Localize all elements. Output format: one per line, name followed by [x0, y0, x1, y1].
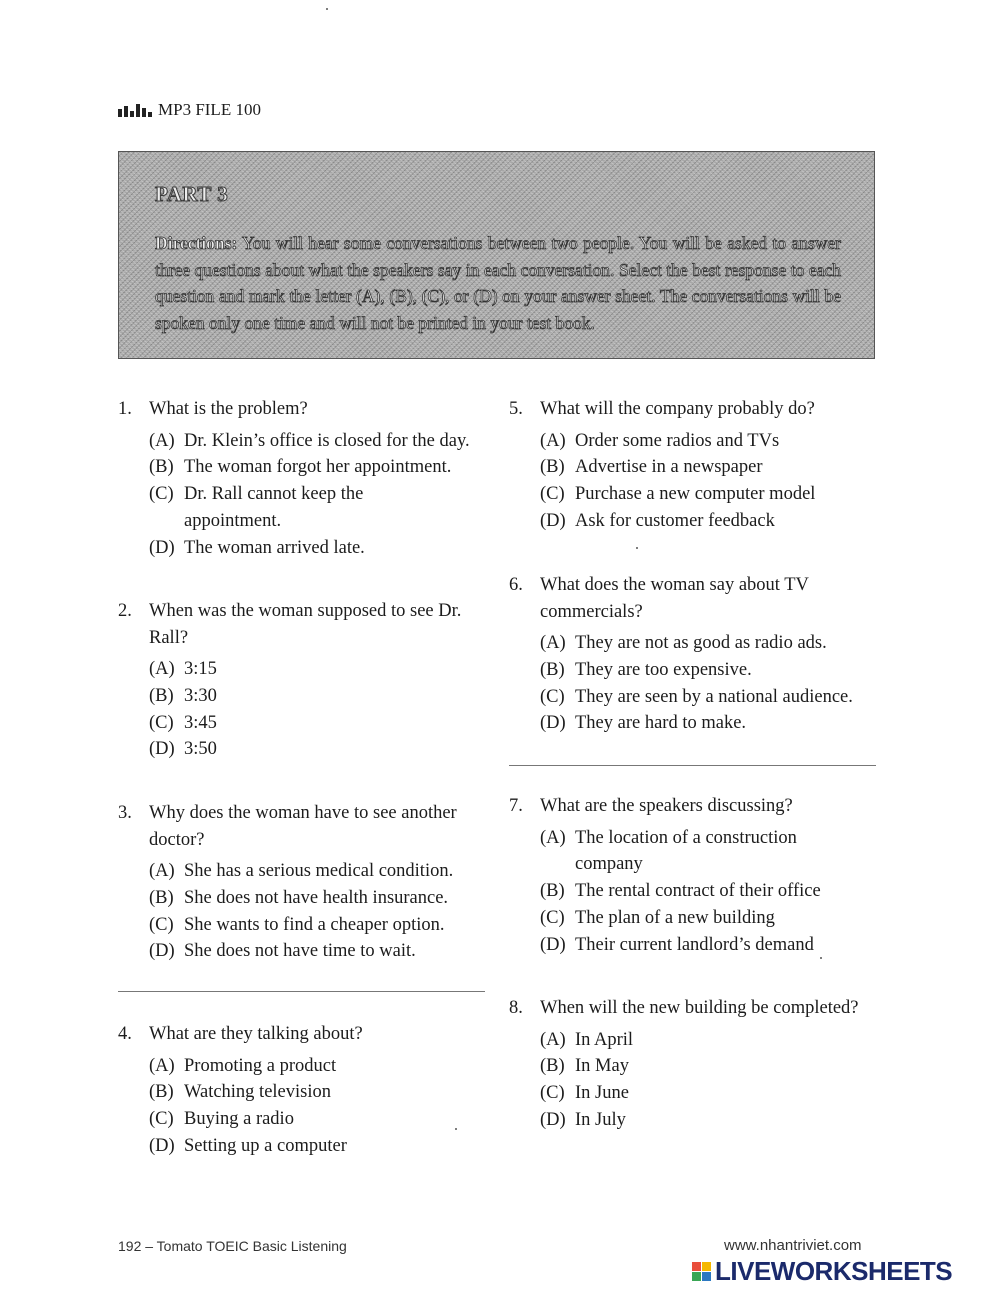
option-text: They are hard to make.: [575, 713, 747, 734]
question-stem: [118, 800, 498, 827]
option-text: 3:50: [184, 739, 217, 760]
question-3: [118, 800, 498, 965]
option-letter: (A): [149, 430, 175, 451]
answer-option[interactable]: [540, 1053, 889, 1080]
option-text: 3:30: [184, 685, 217, 706]
option-letter: [540, 851, 575, 878]
question-stem: [509, 396, 889, 423]
liveworksheets-brand: [692, 1256, 952, 1287]
option-text: Watching television: [184, 1082, 331, 1103]
option-text: The plan of a new building: [575, 907, 775, 928]
option-letter: (B): [149, 457, 174, 478]
option-text: She has a serious medical condition.: [184, 861, 454, 881]
question-6: [509, 572, 889, 737]
option-letter: (B): [540, 659, 565, 680]
option-text: Their current landlord’s demand: [575, 934, 814, 955]
option-text: The location of a construction: [575, 827, 797, 848]
question-stem: [118, 827, 498, 854]
answer-option[interactable]: [149, 481, 498, 508]
scan-speck: [820, 957, 822, 959]
answer-option[interactable]: [540, 710, 889, 737]
answer-option[interactable]: [540, 630, 889, 657]
question-text: commercials?: [540, 601, 643, 622]
option-letter: [149, 508, 184, 535]
option-text: Ask for customer feedback: [575, 510, 775, 531]
option-letter: (C): [149, 1109, 174, 1130]
question-number: [118, 827, 149, 854]
option-text: Buying a radio: [184, 1109, 294, 1130]
answer-option[interactable]: [149, 656, 498, 683]
option-text: They are seen by a national audience.: [575, 686, 853, 707]
option-text: She does not have time to wait.: [184, 941, 416, 962]
question-text: doctor?: [149, 829, 205, 850]
option-text: The woman arrived late.: [184, 537, 365, 558]
answer-option[interactable]: [149, 912, 498, 939]
option-letter: (C): [149, 712, 174, 733]
answer-option[interactable]: [540, 851, 889, 878]
option-text: Advertise in a newspaper: [575, 457, 763, 478]
question-1: [118, 396, 498, 561]
option-text: appointment.: [184, 510, 282, 531]
answer-option[interactable]: [540, 657, 889, 684]
answer-option[interactable]: [149, 508, 498, 535]
option-letter: (C): [149, 914, 174, 935]
answer-option[interactable]: [149, 428, 498, 455]
question-text: What does the woman say about TV: [540, 575, 809, 595]
option-text: They are too expensive.: [575, 659, 752, 680]
option-letter: (C): [540, 686, 565, 707]
option-text: Order some radios and TVs: [575, 430, 780, 451]
question-number: 3.: [118, 803, 132, 823]
mp3-file-text: MP3 FILE 100: [158, 100, 261, 119]
answer-option[interactable]: [149, 683, 498, 710]
option-text: Dr. Rall cannot keep the: [184, 484, 364, 505]
question-stem: [509, 572, 889, 599]
option-text: Promoting a product: [184, 1055, 337, 1076]
question-stem: [509, 793, 889, 820]
option-text: Purchase a new computer model: [575, 484, 816, 505]
question-2: [118, 598, 498, 763]
question-text: What are the speakers discussing?: [540, 796, 793, 816]
question-text: When will the new building be completed?: [540, 998, 859, 1018]
question-number: [118, 625, 149, 652]
option-letter: (D): [540, 1109, 566, 1130]
site-url[interactable]: www.nhantriviet.com: [724, 1237, 862, 1254]
option-letter: (B): [149, 685, 174, 706]
option-letter: (C): [540, 484, 565, 505]
answer-option[interactable]: [149, 454, 498, 481]
option-letter: (B): [149, 887, 174, 908]
option-text: In May: [575, 1056, 629, 1077]
section-divider-right: [509, 765, 876, 766]
option-letter: (A): [540, 430, 566, 451]
option-letter: (D): [540, 510, 566, 531]
liveworksheets-logo-icon: [692, 1262, 711, 1281]
question-stem: [509, 995, 889, 1022]
page-footer: 192 – Tomato TOEIC Basic Listening: [118, 1238, 347, 1254]
question-number: 2.: [118, 601, 132, 621]
option-letter: (A): [540, 1029, 566, 1050]
question-stem: [118, 396, 498, 423]
answer-option[interactable]: [540, 878, 889, 905]
part-title: PART 3: [155, 182, 229, 206]
option-letter: (A): [540, 827, 566, 848]
option-text: She does not have health insurance.: [184, 887, 449, 908]
option-text: In June: [575, 1083, 629, 1104]
option-text: company: [575, 854, 643, 875]
option-letter: (B): [540, 1056, 565, 1077]
option-text: The woman forgot her appointment.: [184, 457, 452, 478]
option-letter: (B): [540, 881, 565, 902]
section-divider-left: [118, 991, 485, 992]
question-stem: [118, 625, 498, 652]
question-7: [509, 793, 889, 958]
brand-name: LIVEWORKSHEETS: [715, 1256, 953, 1286]
option-letter: (B): [149, 1082, 174, 1103]
scan-speck: [636, 547, 638, 549]
answer-option[interactable]: [149, 1133, 498, 1160]
option-text: She wants to find a cheaper option.: [184, 914, 445, 935]
question-stem: [118, 1021, 498, 1048]
question-number: 7.: [509, 796, 523, 816]
answer-option[interactable]: [540, 932, 889, 959]
option-letter: (C): [540, 907, 565, 928]
option-letter: (D): [149, 941, 175, 962]
scan-speck: [455, 1128, 457, 1130]
question-number: 4.: [118, 1024, 132, 1044]
option-text: The rental contract of their office: [575, 881, 821, 902]
option-letter: (D): [540, 934, 566, 955]
directions-label: Directions:: [155, 233, 238, 253]
answer-option[interactable]: [540, 428, 889, 455]
answer-option[interactable]: [149, 858, 498, 885]
answer-option[interactable]: [540, 684, 889, 711]
question-number: 6.: [509, 575, 523, 595]
answer-option[interactable]: [540, 481, 889, 508]
option-text: Dr. Klein’s office is closed for the day.: [184, 430, 470, 451]
answer-option[interactable]: [149, 1106, 498, 1133]
question-text: What is the problem?: [149, 399, 308, 419]
question-text: Rall?: [149, 627, 189, 648]
question-stem: [509, 599, 889, 626]
question-4: [118, 1021, 498, 1160]
directions-banner: [118, 151, 875, 359]
question-number: 8.: [509, 998, 523, 1018]
option-text: Setting up a computer: [184, 1135, 347, 1156]
answer-option[interactable]: [149, 710, 498, 737]
audio-equalizer-icon: [118, 104, 152, 117]
directions-body: You will hear some conversations between two people. You will be asked to answer three questions about what the speakers say in each conversation. Select the best response to each question and mark the letter (A), (B), (C), or (D) on your answer sheet. The conversations will be spoken only one time and will not be printed in your test book.: [155, 233, 841, 333]
answer-option[interactable]: [540, 1107, 889, 1134]
answer-option[interactable]: [149, 938, 498, 965]
question-5: [509, 396, 889, 535]
answer-option[interactable]: [540, 454, 889, 481]
question-8: [509, 995, 889, 1134]
question-number: 1.: [118, 399, 132, 419]
scan-speck: [326, 8, 328, 10]
answer-option[interactable]: [540, 1027, 889, 1054]
question-text: Why does the woman have to see another: [149, 803, 457, 823]
option-letter: (C): [540, 1083, 565, 1104]
option-text: In April: [575, 1029, 634, 1050]
answer-option[interactable]: [540, 825, 889, 852]
answer-option[interactable]: [149, 1053, 498, 1080]
answer-option[interactable]: [540, 1080, 889, 1107]
question-text: What will the company probably do?: [540, 399, 815, 419]
option-letter: (D): [149, 537, 175, 558]
option-letter: (A): [149, 861, 175, 881]
question-text: When was the woman supposed to see Dr.: [149, 601, 462, 621]
option-text: They are not as good as radio ads.: [575, 633, 827, 653]
answer-option[interactable]: [149, 535, 498, 562]
option-letter: (D): [149, 1135, 175, 1156]
answer-option[interactable]: [540, 508, 889, 535]
option-letter: (B): [540, 457, 565, 478]
mp3-file-label: [118, 100, 261, 120]
answer-option[interactable]: [149, 885, 498, 912]
option-letter: (A): [149, 1055, 175, 1076]
option-letter: (C): [149, 484, 174, 505]
option-text: 3:15: [184, 659, 217, 679]
question-number: 5.: [509, 399, 523, 419]
answer-option[interactable]: [149, 736, 498, 763]
answer-option[interactable]: [540, 905, 889, 932]
answer-option[interactable]: [149, 1079, 498, 1106]
option-letter: (A): [540, 633, 566, 653]
question-text: What are they talking about?: [149, 1024, 363, 1044]
directions-text: [155, 230, 841, 336]
option-text: 3:45: [184, 712, 217, 733]
option-letter: (A): [149, 659, 175, 679]
option-text: In July: [575, 1109, 626, 1130]
option-letter: (D): [149, 739, 175, 760]
question-number: [509, 599, 540, 626]
question-stem: [118, 598, 498, 625]
option-letter: (D): [540, 713, 566, 734]
